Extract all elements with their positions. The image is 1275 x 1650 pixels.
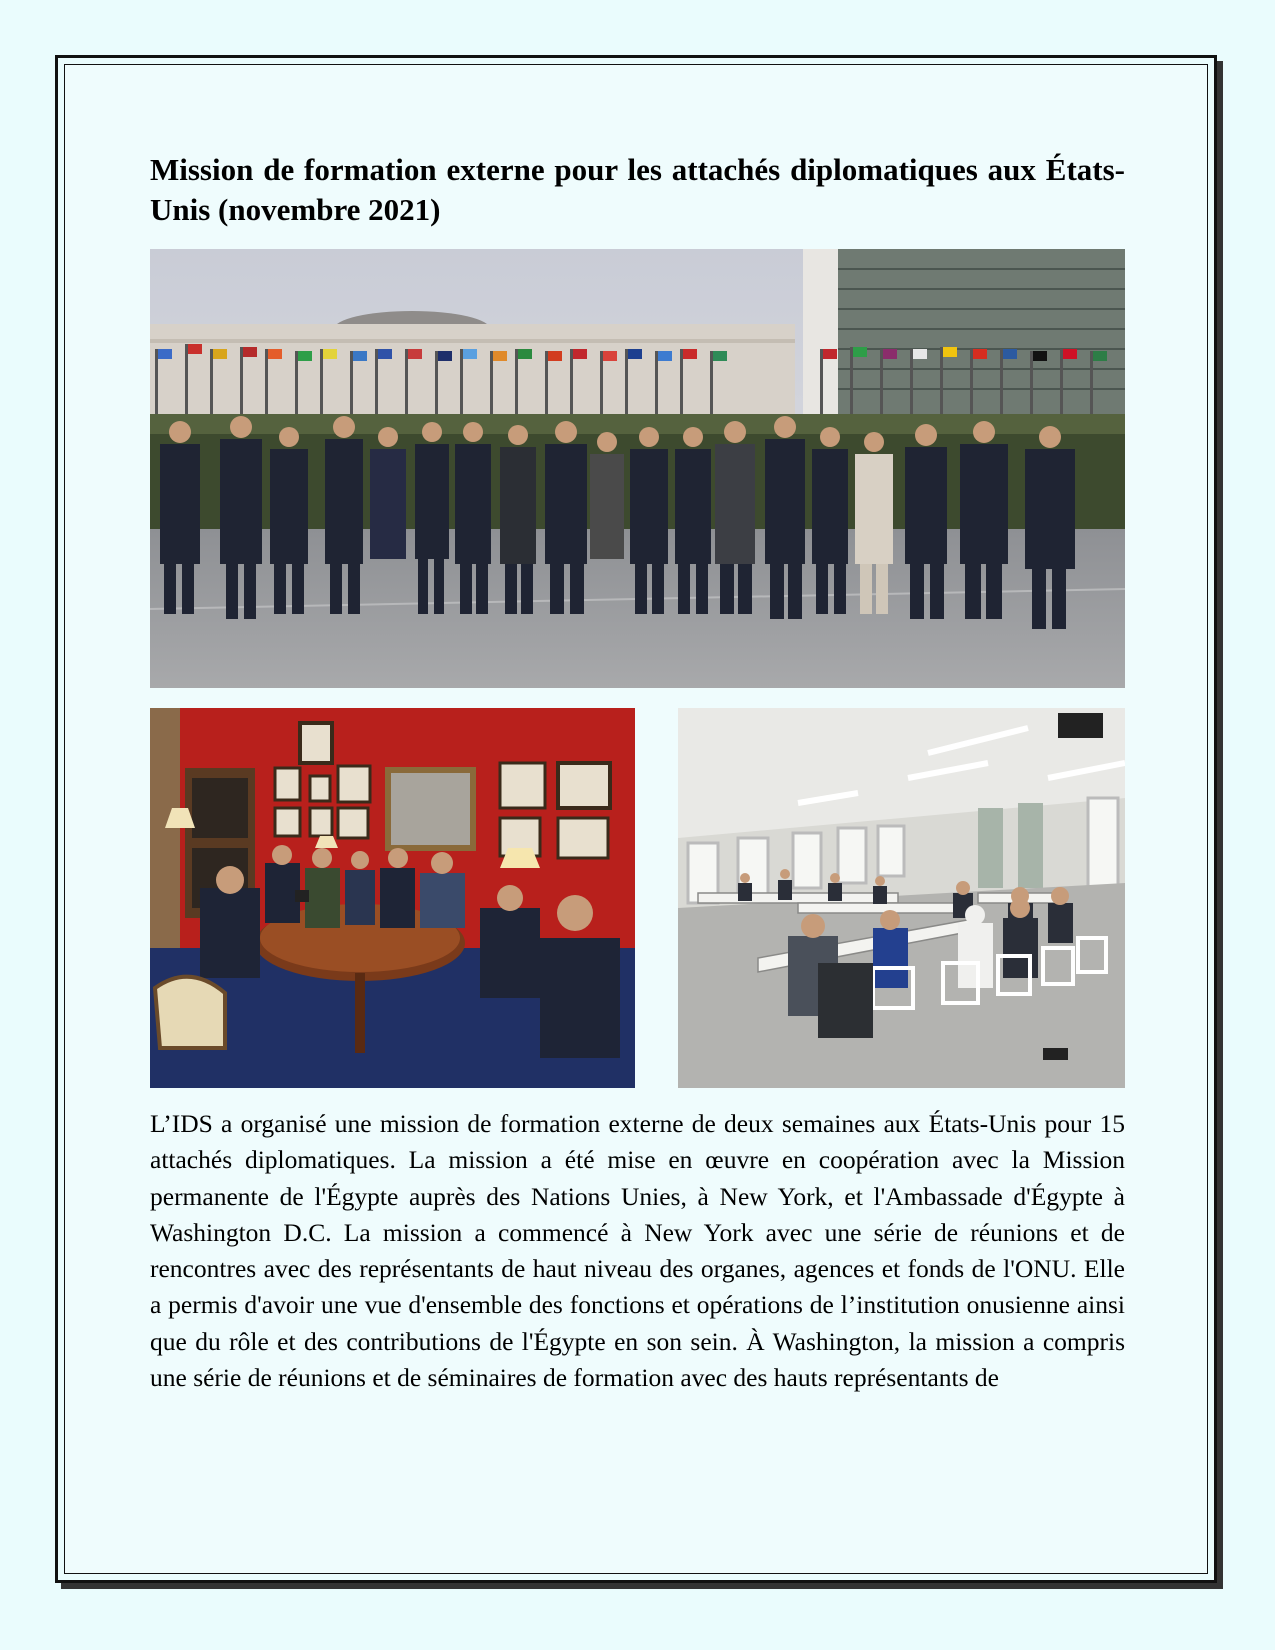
group-photo-un-headquarters [150, 249, 1125, 688]
meeting-photo-office [150, 708, 635, 1088]
body-paragraph: L’IDS a organisé une mission de formation externe de deux semaines aux États-Unis pour 15 attachés diplomatiques. La mission a été mise en œuvre en coopération avec la Mission permanente de l'Égypte auprès des Nations Unies, à New York, et l'Ambassade d'Égypte à Washington D.C. La mission a commencé à New York avec une série de réunions et de rencontres avec des représentants de haut niveau des organes, agences et fonds de l'ONU. Elle a permis d'avoir une vue d'ensemble des fonctions et opérations de l’institution onusienne ainsi que du rôle et des contributions de l'Égypte en son sein. À Washington, la mission a compris une série de réunions et de séminaires de formation avec des hauts représentants de [150, 1109, 1125, 1393]
page-title: Mission de formation externe pour les attachés diplomatiques aux États-Unis (novembre 2021) [150, 152, 1125, 227]
conference-room-photo [678, 708, 1125, 1088]
